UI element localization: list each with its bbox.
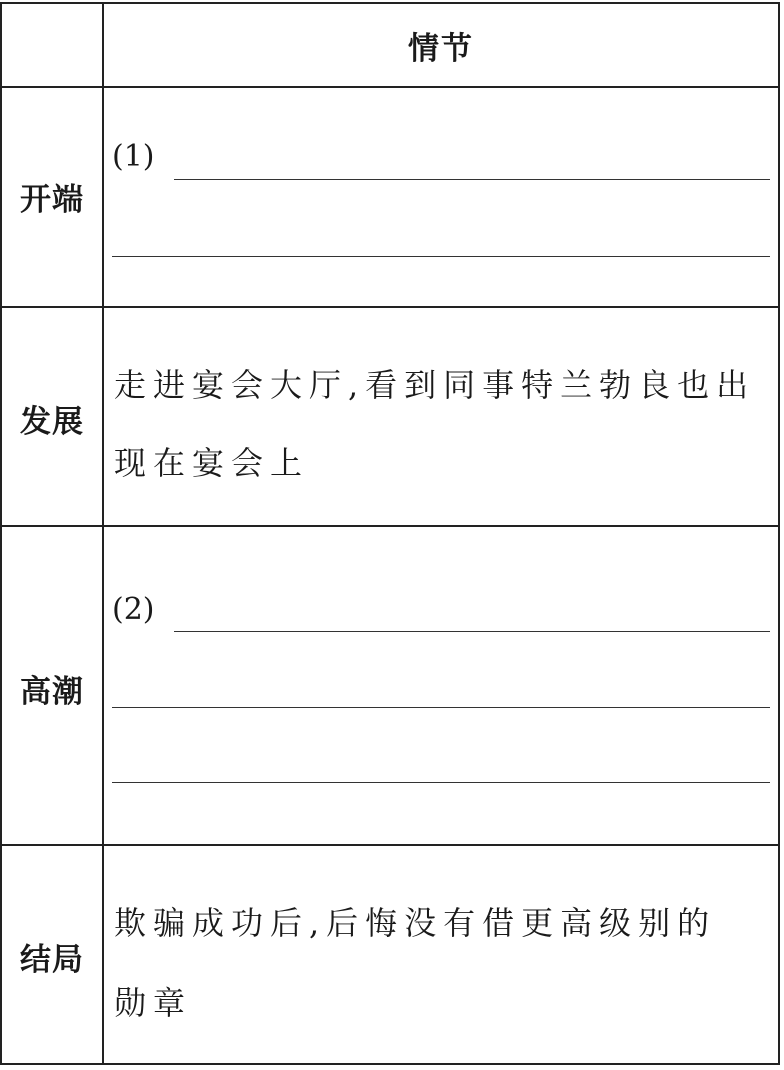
development-text-line-1: 走进宴会大厅,看到同事特兰勃良也出 (114, 366, 756, 404)
header-plot: 情节 (408, 30, 474, 67)
row-label-climax: 高潮 (20, 674, 84, 710)
row-divider (2, 86, 778, 88)
ending-text-line-2: 勋章 (114, 984, 193, 1022)
answer-blank-1b[interactable] (112, 256, 770, 257)
development-text-line-2: 现在宴会上 (114, 444, 310, 482)
answer-blank-2c[interactable] (112, 782, 770, 783)
blank-number-2: (2) (112, 592, 155, 627)
row-divider (2, 844, 778, 846)
row-label-ending: 结局 (20, 942, 84, 978)
answer-blank-1a[interactable] (174, 179, 770, 180)
row-label-beginning: 开端 (20, 182, 84, 218)
plot-table (0, 2, 780, 1065)
answer-blank-2a[interactable] (174, 631, 770, 632)
answer-blank-2b[interactable] (112, 707, 770, 708)
column-divider (102, 4, 104, 1063)
row-divider (2, 306, 778, 308)
row-label-development: 发展 (20, 404, 84, 440)
blank-number-1: (1) (112, 139, 155, 174)
ending-text-line-1: 欺骗成功后,后悔没有借更高级别的 (114, 904, 717, 942)
row-divider (2, 525, 778, 527)
